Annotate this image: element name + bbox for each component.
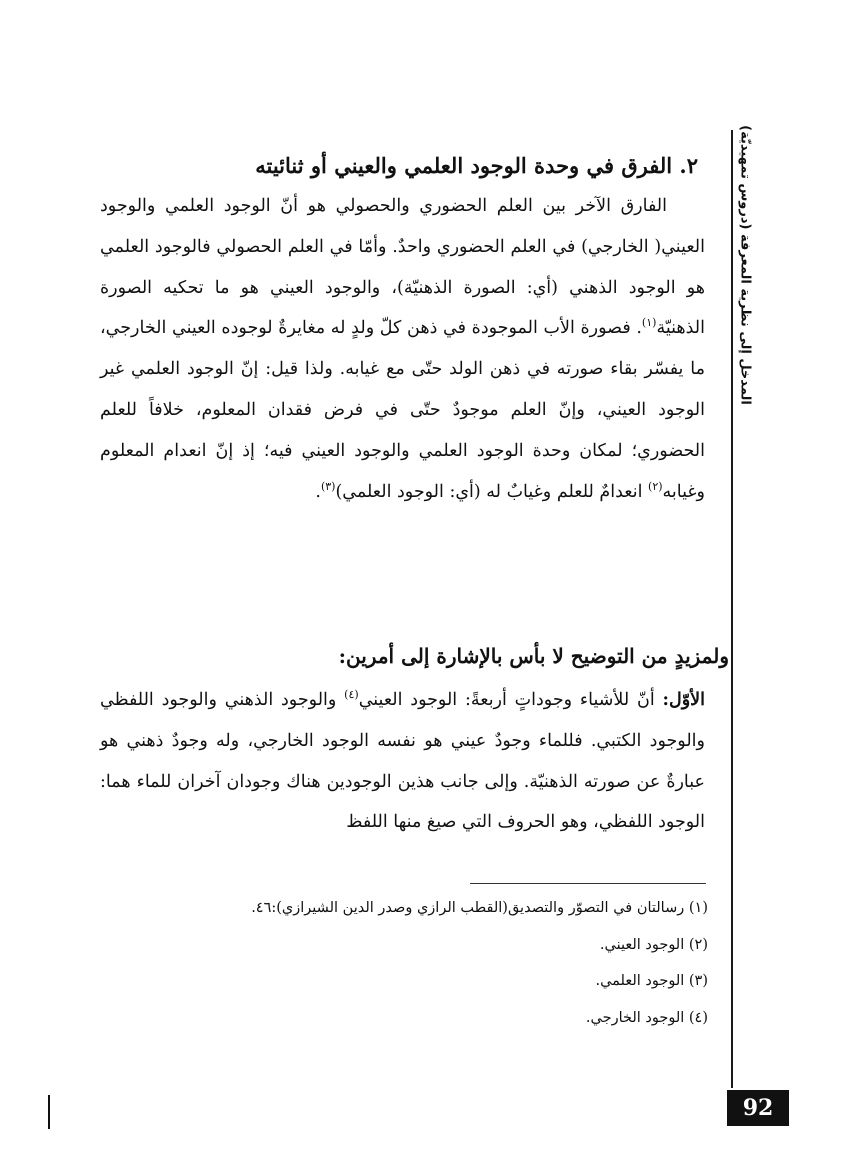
footnote-separator (470, 883, 706, 884)
paragraph-1-part-2: . فصورة الأب الموجودة في ذهن كلّ ولدٍ له مغايرةٌ لوجوده العيني الخارجي، ما يفسّر بقاء صورته في ذهن الولد حتّى مع غيابه. ولذا قيل: إنّ الوجود العلمي غير الوجود العيني، وإنّ العلم موجودٌ حتّى في فرض فقدان المعلوم، خلافاً للعلم الحضوري؛ لمكان وحدة الوجود العلمي والوجود العيني فيه؛ إذ إنّ انعدام المعلوم وغيابه (100, 318, 705, 502)
paragraph-2-lead: الأوّل: (662, 690, 706, 710)
subheading: ولمزيدٍ من التوضيح لا بأس بالإشارة إلى أمرين: (338, 644, 729, 668)
section-title: ٢. الفرق في وحدة الوجود العلمي والعيني أو ثنائيته (255, 153, 698, 178)
footnote-1: (١) رسالتان في التصوّر والتصديق(القطب الرازي وصدر الدين الشيرازي):٤٦. (251, 900, 708, 916)
paragraph-2 (100, 680, 705, 843)
running-header-vertical (735, 125, 755, 405)
footnote-ref-4: (٤) (344, 688, 359, 702)
footnote-ref-2: (٢) (648, 479, 663, 493)
side-vertical-rule (731, 130, 733, 1088)
footnote-ref-1: (١) (641, 316, 657, 330)
paragraph-2-part-2: والوجود الذهني والوجود اللفظي والوجود الكتبي. فللماء وجودٌ عيني هو نفسه الوجود الخارجي، وله وجودٌ ذهني هو عبارةٌ عن صورته الذهنيّة. وإلى جانب هذين الوجودين هناك وجودان آخران للماء هما: الوجود اللفظي، وهو الحروف التي صيغ منها اللفظ (100, 690, 705, 833)
footnote-3: (٣) الوجود العلمي. (595, 973, 708, 989)
paragraph-1-part-1: الفارق الآخر بين العلم الحضوري والحصولي هو أنّ الوجود العلمي والوجود العيني( الخارجي) في العلم الحضوري واحدٌ. وأمّا في العلم الحصولي فالوجود العلمي هو الوجود الذهني (أي: الصورة الذهنيّة)، والوجود العيني هو ما تحكيه الصورة الذهنيّة (100, 196, 705, 339)
footnote-2: (٢) الوجود العيني. (599, 936, 708, 953)
paragraph-1-part-4: . (315, 481, 321, 502)
footnote-ref-3: (٣) (320, 479, 336, 493)
paragraph-1-part-3: انعدامٌ للعلم وغيابٌ له (أي: الوجود العلمي) (335, 481, 649, 502)
paragraph-2-part-1: أنّ للأشياء وجوداتٍ أربعةً: الوجود العيني (358, 690, 663, 710)
page-number-box (727, 1090, 789, 1126)
margin-mark (48, 1095, 50, 1129)
footnote-4: (٤) الوجود الخارجي. (585, 1009, 708, 1026)
paragraph-1 (100, 186, 705, 512)
footnotes-list (128, 898, 708, 1044)
running-header-text: المدخل إلى نظرية المعرفة (دروس تمهيديّة) (737, 125, 753, 405)
page-number: 92 (742, 1095, 774, 1121)
